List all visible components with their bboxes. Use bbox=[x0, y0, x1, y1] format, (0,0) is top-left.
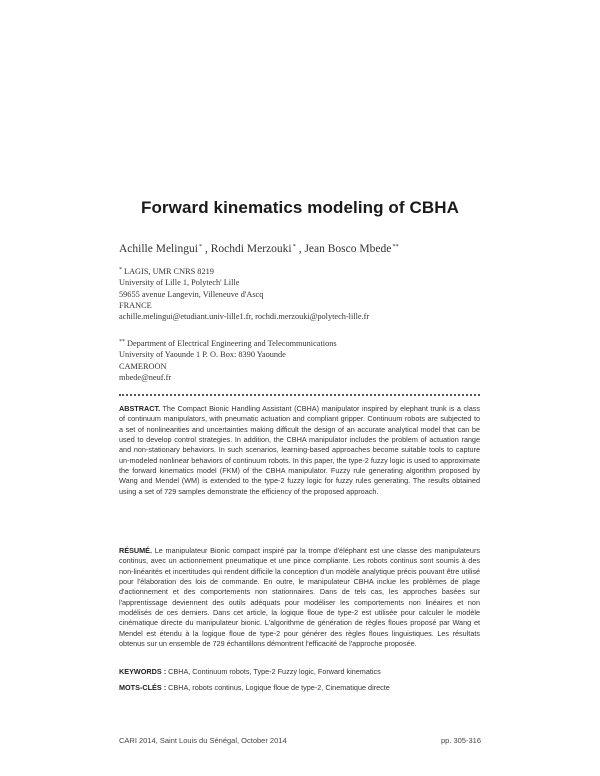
affiliation-line: * LAGIS, UMR CNRS 8219 bbox=[119, 267, 214, 276]
keywords-french bbox=[119, 683, 480, 693]
affiliation-line: CAMEROON bbox=[119, 361, 167, 371]
affiliation-line: ** Department of Electrical Engineering and Telecommunications bbox=[119, 339, 337, 348]
paper-title: Forward kinematics modeling of CBHA bbox=[140, 198, 460, 217]
affiliation-email: achille.melingui@etudiant.univ-lille1.fr, rochdi.merzouki@polytech-lille.fr bbox=[119, 312, 370, 322]
abstract-english bbox=[119, 404, 480, 497]
affiliation-line: University of Yaounde 1 P. O. Box: 8390 Yaounde bbox=[119, 350, 286, 360]
affiliation-email: mbede@neuf.fr bbox=[119, 372, 172, 382]
affiliation-line: 59655 avenue Langevin, Villeneuve d'Ascq bbox=[119, 289, 264, 299]
author-mark: * bbox=[198, 243, 203, 250]
author-mark: ** bbox=[392, 243, 399, 250]
affiliation-2 bbox=[119, 337, 337, 383]
abstract-french bbox=[119, 546, 480, 649]
author-list: Achille Melingui* , Rochdi Merzouki* , Jean Bosco Mbede** bbox=[119, 243, 399, 255]
author-name: Jean Bosco Mbede bbox=[304, 243, 392, 255]
author-name: Achille Melingui bbox=[119, 243, 198, 255]
affiliation-1 bbox=[119, 265, 369, 322]
affiliation-line: University of Lille 1, Polytech' Lille bbox=[119, 278, 240, 288]
abstract-text: The Compact Bionic Handling Assistant (CBHA) manipulator inspired by elephant trunk is a class of continuum manipulators, with pneumatic actuation and compliant gripper. Continuum robots are subjected to a set of nonlinearities and uncertainties making difficult the design of an accurate analytical model that can be used to develop control strategies. In addition, the CBHA manipulator includes the problem of actuation range and non-stationary behaviors. In such scenarios, learning-based approaches become suitable tools to capture un-modeled nonlinear behaviors of continuum robots. In this paper, the type-2 fuzzy logic is used to approximate the forward kinematics model (FKM) of the CBHA manipulator. Fuzzy rule generating algorithm proposed by Wang and Mendel (WM) is extended to the type-2 fuzzy logic for fuzzy rules generating. The results obtained using a set of 729 samples demonstrate the efficiency of the proposed approach. bbox=[119, 404, 480, 496]
author-mark: * bbox=[292, 243, 296, 250]
affiliation-line: FRANCE bbox=[119, 300, 152, 310]
resume-label: RÉSUMÉ. bbox=[119, 546, 153, 555]
footer-venue: CARI 2014, Saint Louis du Sénégal, October 2014 bbox=[119, 736, 287, 745]
abstract-label: ABSTRACT. bbox=[119, 404, 161, 413]
keywords-label: KEYWORDS : bbox=[119, 667, 167, 676]
author-name: Rochdi Merzouki bbox=[210, 243, 292, 255]
keywords-text: CBHA, Continuum robots, Type-2 Fuzzy logic, Forward kinematics bbox=[166, 667, 381, 676]
motscles-text: CBHA, robots continus, Logique floue de type-2, Cinematique directe bbox=[166, 683, 390, 692]
keywords-english bbox=[119, 667, 480, 677]
motscles-label: MOTS-CLÉS : bbox=[119, 683, 167, 692]
section-divider bbox=[119, 394, 480, 396]
resume-text: Le manipulateur Bionic compact inspiré par la trompe d'éléphant est une classe des manipulateurs continus, avec un actionnement pneumatique et une pince compliante. Les robots continus sont soumis à des non-linéarités et incertitudes qui rendent difficile la conception d'un modèle analytique précis pouvant être utilisé pour l'élaboration des lois de commande. En outre, le manipulateur CBHA inclue les problèmes de plage d'actionnement et des comportements non stationnaires. Dans de tels cas, les approches basées sur l'apprentissage deviennent des outils adéquats pour modéliser les comportements non linéaires et non modélisés de ces derniers. Dans cet article, la logique floue de type-2 est utilisée pour calculer le modèle cinématique directe du manipulateur bionic. L'algorithme de génération de règles floues proposé par Wang et Mendel est étendu à la logique floue de type-2 pour générer des règles floues linguistiques. Les résultats obtenus sur un ensemble de 729 échantillons démontrent l'efficacité de l'approche proposée. bbox=[119, 546, 480, 649]
footer-pages: pp. 305-316 bbox=[440, 736, 481, 745]
